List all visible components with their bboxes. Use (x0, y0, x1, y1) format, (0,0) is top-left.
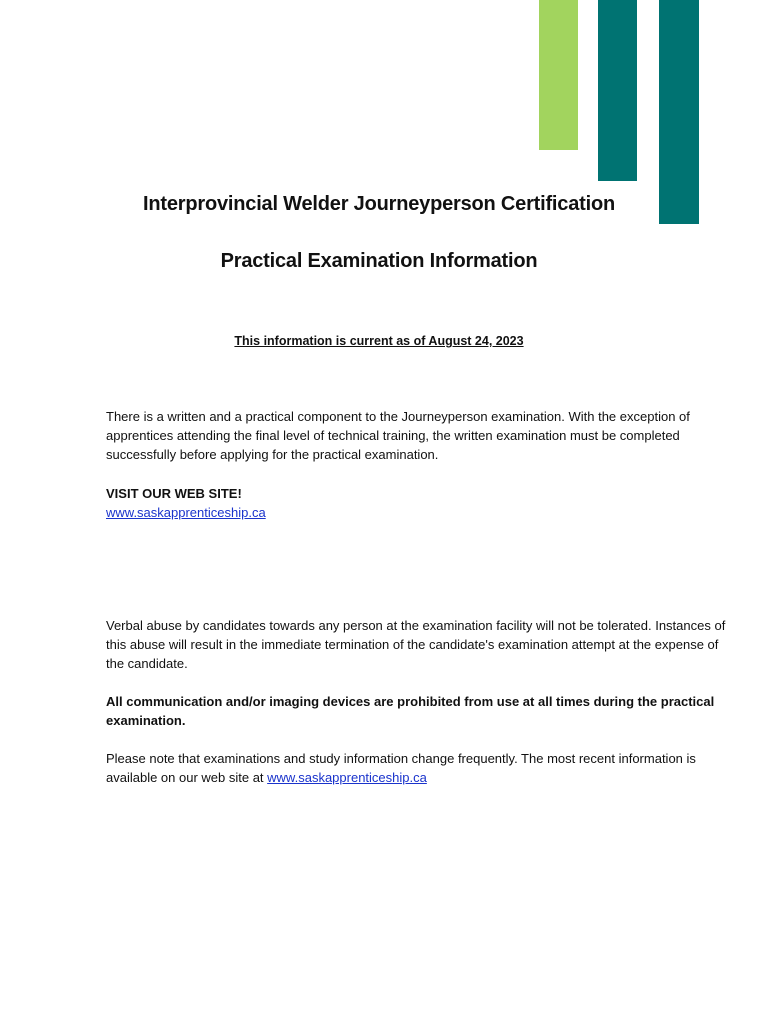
info-change-note (106, 749, 738, 787)
current-as-of-notice: This information is current as of August 24, 2023 (234, 334, 524, 348)
website-link-line (106, 503, 738, 522)
document-title: Interprovincial Welder Journeyperson Certification (143, 193, 615, 215)
decorative-teal-bar (598, 0, 637, 181)
info-change-note-text: Please note that examinations and study information change frequently. The most recent information is available on our web site at (106, 751, 696, 785)
website-link[interactable]: www.saskapprenticeship.ca (106, 505, 266, 520)
verbal-abuse-paragraph: Verbal abuse by candidates towards any person at the examination facility will not be tolerated. Instances of this abuse will result in the immediate termination of the candidate's examination attempt at the expense of the candidate. (106, 618, 726, 671)
intro-paragraph: There is a written and a practical component to the Journeyperson examination. With the exception of apprentices attending the final level of technical training, the written examination must be completed successfully before applying for the practical examination. (106, 409, 690, 462)
devices-prohibited-notice: All communication and/or imaging devices are prohibited from use at all times during the practical examination. (106, 694, 715, 728)
visit-website-heading: VISIT OUR WEB SITE! (106, 486, 242, 501)
decorative-teal-bar-tall (659, 0, 699, 224)
decorative-green-bar (539, 0, 578, 150)
note-website-link[interactable]: www.saskapprenticeship.ca (267, 770, 427, 785)
document-subtitle: Practical Examination Information (220, 250, 538, 272)
